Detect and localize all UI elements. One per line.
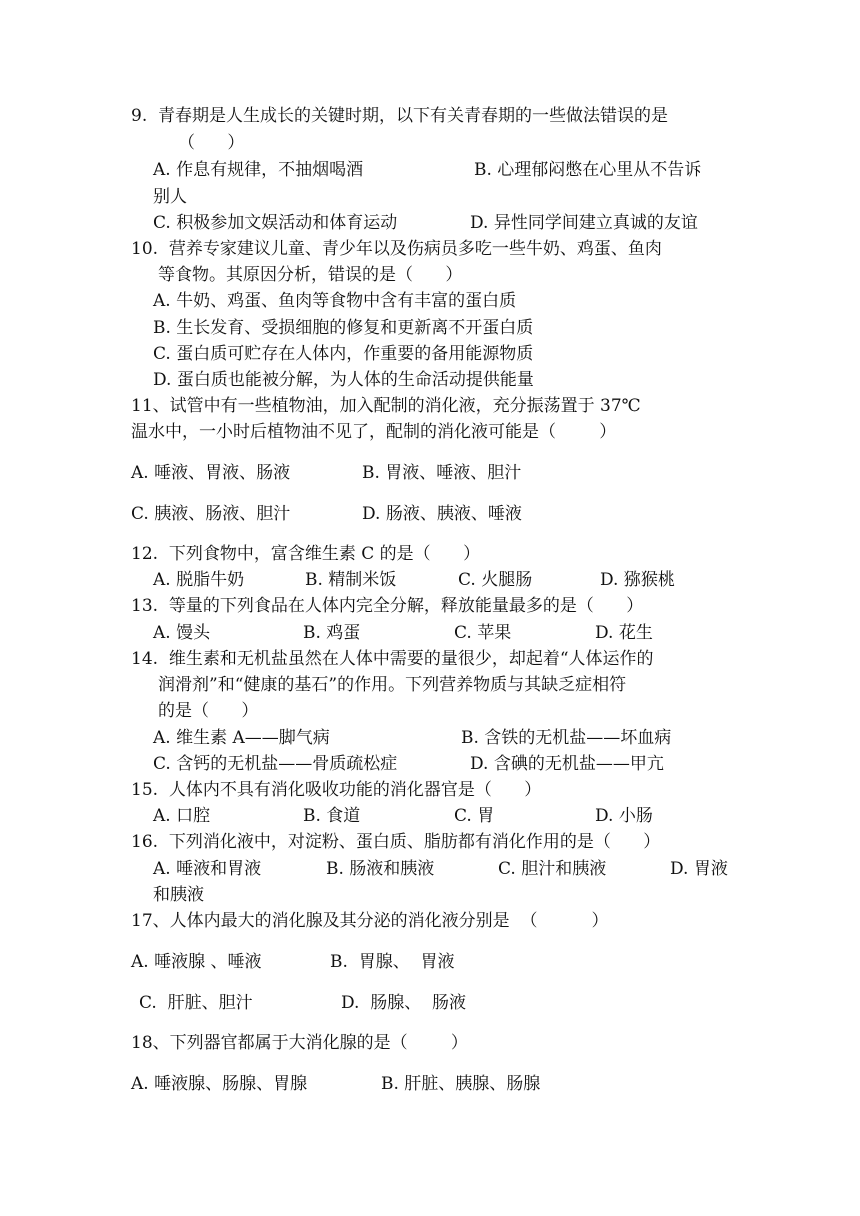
q12-option-c: C. 火腿肠 — [458, 570, 533, 590]
q9-option-d: D. 异性同学间建立真诚的友谊 — [470, 213, 698, 233]
q13-option-b: B. 鸡蛋 — [303, 623, 361, 643]
q13-option-a: A. 馒头 — [153, 623, 211, 643]
q17-option-a: A. 唾液腺 、唾液 — [131, 952, 262, 972]
q16-option-b: B. 肠液和胰液 — [326, 859, 435, 879]
q12-option-a: A. 脱脂牛奶 — [153, 570, 245, 590]
q13-stem: 13. 等量的下列食品在人体内完全分解，释放能量最多的是（ ） — [131, 596, 644, 616]
q10-stem-cont: 等食物。其原因分析，错误的是（ ） — [158, 265, 463, 285]
q15-option-c: C. 胃 — [454, 806, 495, 826]
q10-stem: 10. 营养专家建议儿童、青少年以及伤病员多吃一些牛奶、鸡蛋、鱼肉 — [131, 239, 662, 259]
q10-option-a: A. 牛奶、鸡蛋、鱼肉等食物中含有丰富的蛋白质 — [153, 291, 517, 311]
q15-option-a: A. 口腔 — [153, 806, 211, 826]
q10-option-c: C. 蛋白质可贮存在人体内，作重要的备用能源物质 — [153, 344, 534, 364]
q11-option-b: B. 胃液、唾液、胆汁 — [362, 463, 522, 483]
q18-option-b: B. 肝脏、胰腺、肠腺 — [381, 1074, 541, 1094]
q12-option-d: D. 猕猴桃 — [600, 570, 675, 590]
q12-option-b: B. 精制米饭 — [305, 570, 397, 590]
q16-option-a: A. 唾液和胃液 — [153, 859, 262, 879]
q11-option-d: D. 肠液、胰液、唾液 — [362, 504, 522, 524]
q14-option-c: C. 含钙的无机盐——骨质疏松症 — [153, 754, 398, 774]
q16-option-d: D. 胃液 — [670, 859, 728, 879]
q12-stem: 12. 下列食物中，富含维生素 C 的是（ ） — [131, 544, 481, 564]
q9-option-a: A. 作息有规律，不抽烟喝酒 — [153, 160, 364, 180]
q10-option-d: D. 蛋白质也能被分解，为人体的生命活动提供能量 — [153, 370, 534, 390]
q15-option-b: B. 食道 — [303, 806, 361, 826]
q17-option-d: D. 肠腺、 肠液 — [341, 993, 467, 1013]
q10-option-b: B. 生长发育、受损细胞的修复和更新离不开蛋白质 — [153, 318, 534, 338]
q14-option-d: D. 含碘的无机盐——甲亢 — [470, 754, 664, 774]
q15-stem: 15. 人体内不具有消化吸收功能的消化器官是（ ） — [131, 780, 542, 800]
q11-option-a: A. 唾液、胃液、肠液 — [131, 463, 291, 483]
q14-stem: 14. 维生素和无机盐虽然在人体中需要的量很少，却起着“人体运作的 — [131, 649, 654, 669]
q17-stem: 17、人体内最大的消化腺及其分泌的消化液分别是 （ ） — [131, 911, 609, 931]
q14-option-b: B. 含铁的无机盐——坏血病 — [461, 728, 672, 748]
q9-option-c: C. 积极参加文娱活动和体育运动 — [153, 213, 398, 233]
q18-option-a: A. 唾液腺、肠腺、胃腺 — [131, 1074, 308, 1094]
q9-option-b: B. 心理郁闷憋在心里从不告诉 — [474, 160, 702, 180]
q16-option-c: C. 胆汁和胰液 — [498, 859, 607, 879]
q16-option-d-cont: 和胰液 — [153, 885, 204, 905]
q14-option-a: A. 维生素 A——脚气病 — [153, 728, 330, 748]
q15-option-d: D. 小肠 — [595, 806, 653, 826]
q9-option-b-cont: 别人 — [153, 187, 187, 207]
q9-stem: 9. 青春期是人生成长的关键时期，以下有关青春期的一些做法错误的是 — [131, 106, 669, 126]
q14-stem-cont-2: 的是（ ） — [158, 701, 259, 721]
q17-option-b: B. 胃腺、 胃液 — [330, 952, 455, 972]
q17-option-c: C. 肝脏、胆汁 — [139, 993, 253, 1013]
q9-answer-paren: （ ） — [178, 133, 245, 153]
q16-stem: 16. 下列消化液中，对淀粉、蛋白质、脂肪都有消化作用的是（ ） — [131, 832, 661, 852]
q11-stem: 11、试管中有一些植物油，加入配制的消化液，充分振荡置于 37℃ — [131, 396, 641, 416]
q14-stem-cont: 润滑剂”和“健康的基石”的作用。下列营养物质与其缺乏症相符 — [158, 675, 627, 695]
q11-stem-cont: 温水中，一小时后植物油不见了，配制的消化液可能是（ ） — [131, 422, 617, 442]
q18-stem: 18、下列器官都属于大消化腺的是（ ） — [131, 1033, 468, 1053]
q13-option-d: D. 花生 — [595, 623, 653, 643]
q11-option-c: C. 胰液、肠液、胆汁 — [131, 504, 291, 524]
q13-option-c: C. 苹果 — [454, 623, 512, 643]
